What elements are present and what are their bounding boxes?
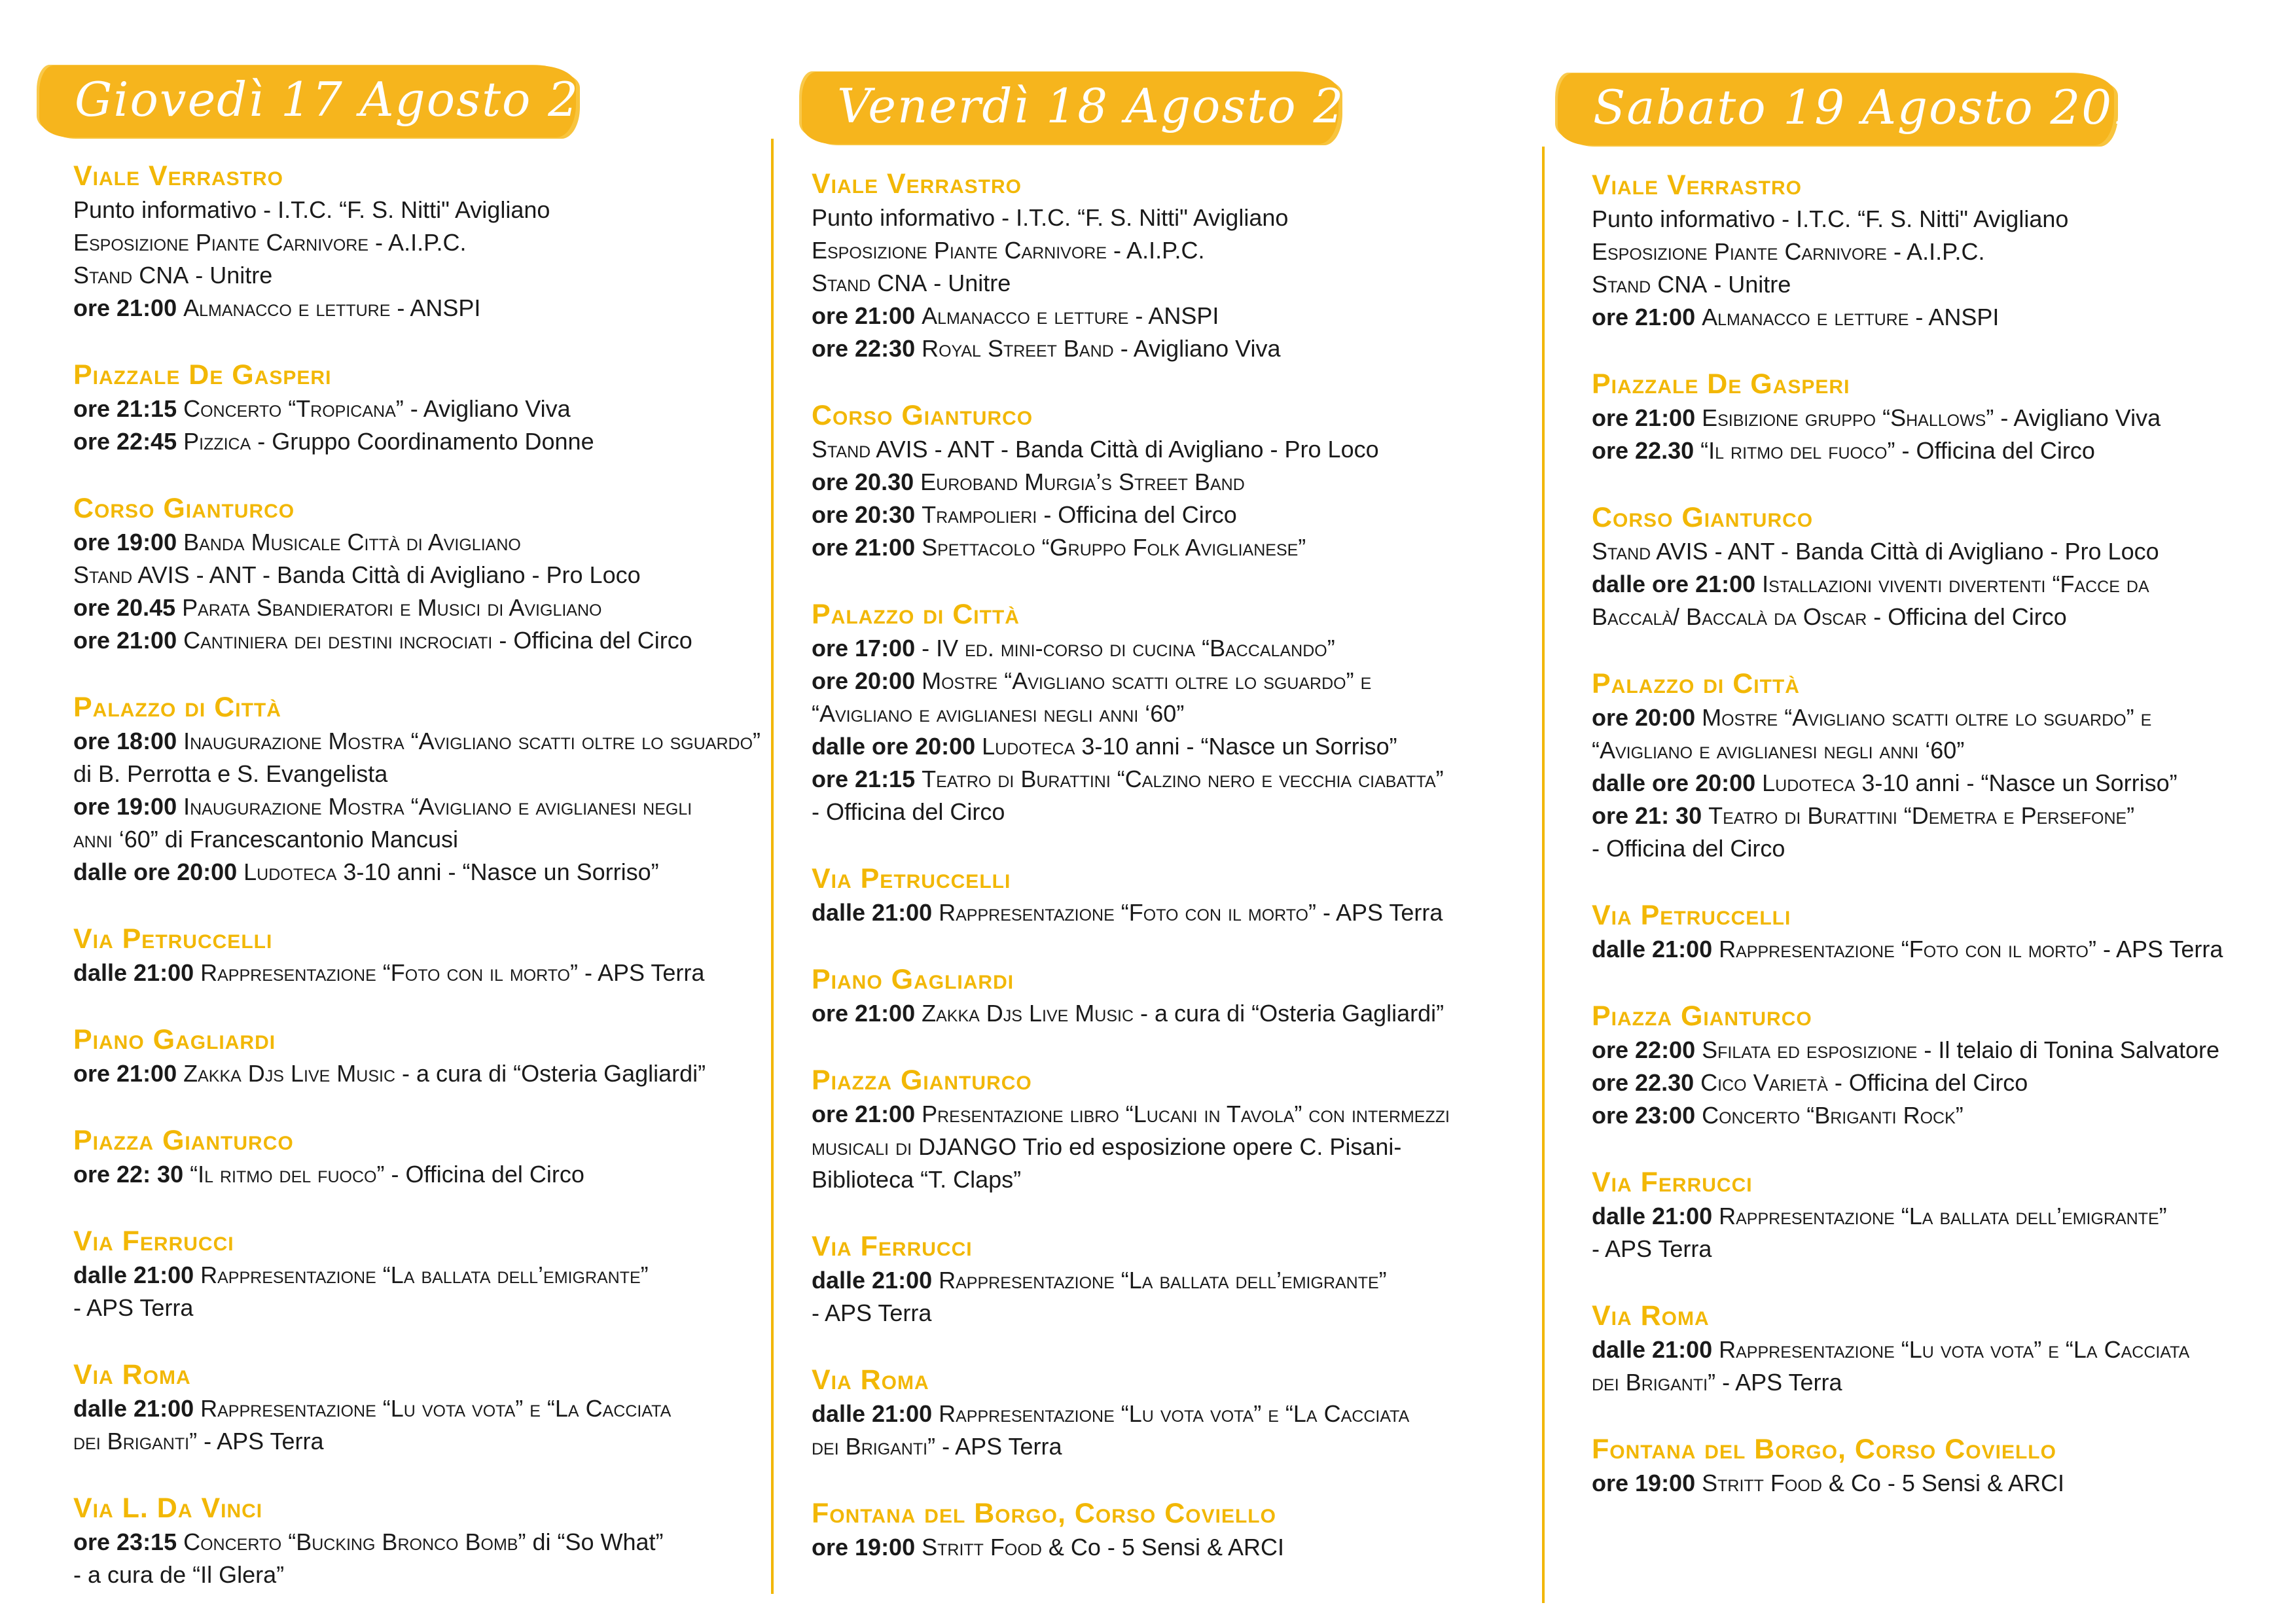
event-line [1592,402,2296,434]
event-line [812,1430,1518,1463]
venue-block [812,398,1518,564]
event-line [812,1098,1518,1131]
event-detail: - Officina del Circo [1895,437,2095,464]
event-title: dei Briganti” [1592,1369,1716,1396]
event-title: Rappresentazione “La ballata dell’emigrante” [939,1267,1387,1294]
event-time: ore 21:15 [812,766,922,792]
venue-block [73,1022,780,1090]
event-time: ore 20:30 [812,501,922,528]
event-line [73,559,780,591]
event-title: Stand CNA [1592,271,1708,298]
event-time: dalle 21:00 [1592,1336,1719,1363]
venue-name: Via L. Da Vinci [73,1492,263,1524]
venue-list [1592,168,2296,1532]
venue-block [812,166,1518,365]
event-line [812,202,1518,234]
venue-block [1592,366,2296,467]
event-title: Spettacolo “Gruppo Folk Aviglianese” [922,534,1306,561]
event-title: Royal Street Band [922,335,1114,362]
event-title: Zakka Djs Live Music [183,1060,396,1087]
event-line [73,790,780,823]
event-line [73,526,780,559]
event-detail: - A.I.P.C. [1887,238,1985,265]
event-detail: - ANSPI [1909,304,2000,330]
event-line [1592,601,2296,633]
event-title: Stritt Food [922,1534,1042,1561]
day-banner-sabato [1558,73,2176,145]
event-line [73,393,780,425]
event-detail: 3-10 anni - “Nasce un Sorriso” [336,858,659,885]
event-time: ore 19:00 [1592,1470,1702,1496]
event-line [1592,268,2296,301]
event-title: Mostre “Avigliano scatti oltre lo sguardo” e [922,667,1372,694]
event-time: ore 21:00 [1592,404,1702,431]
event-title: Rappresentazione “Foto con il morto” [1719,936,2096,962]
event-time: ore 21:00 [1592,304,1702,330]
event-title: Inaugurazione Mostra “Avigliano scatti oltre lo sguardo” [183,728,761,754]
event-detail: - Officina del Circo [384,1161,584,1188]
venue-name: Via Ferrucci [1592,1167,1753,1198]
event-line [73,292,780,325]
event-time: dalle 21:00 [1592,1203,1719,1229]
venue-block [73,491,780,657]
event-detail: - ANT - Banda Città di Avigliano - Pro Loco [189,561,641,588]
venue-block [1592,998,2296,1132]
event-title: Rappresentazione “La ballata dell’emigrante” [200,1262,649,1288]
event-title: Sfilata ed esposizione [1702,1036,1918,1063]
event-line [73,624,780,657]
venue-block [812,1496,1518,1564]
event-line [73,1158,780,1191]
event-line [812,697,1518,730]
venue-block [812,1229,1518,1330]
event-title: Rappresentazione “Foto con il morto” [939,899,1316,926]
event-detail: di B. Perrotta e S. Evangelista [73,760,388,787]
event-title: Teatro di Burattini “Demetra e Persefone” [1708,802,2135,829]
event-title: Presentazione libro “Lucani in Tavola” con intermezzi [922,1101,1450,1127]
event-time: dalle ore 20:00 [812,733,982,760]
venue-name: Via Roma [73,1359,191,1390]
event-detail: - Gruppo Coordinamento Donne [251,428,594,455]
event-time: ore 22:00 [1592,1036,1702,1063]
event-title: Banda Musicale Città di Avigliano [183,529,521,556]
event-line [1592,301,2296,334]
event-title: anni ‘60” [73,826,158,853]
event-time: dalle 21:00 [73,1395,201,1422]
event-title: Concerto “Bucking Bronco Bomb” [183,1528,526,1555]
event-title: Trampolieri [922,501,1037,528]
event-title: musicali di [812,1133,912,1160]
event-detail: - APS Terra [578,959,705,986]
event-title: Parata Sbandieratori e Musici di Avigliano [182,594,602,621]
venue-name: Via Roma [1592,1300,1710,1332]
event-line [812,896,1518,929]
event-title: Cico Varietà [1700,1069,1828,1096]
event-time: dalle ore 20:00 [73,858,244,885]
venue-name: Piazza Gianturco [1592,1000,1812,1032]
event-time: ore 22.30 [1592,1069,1701,1096]
event-line [1592,701,2296,734]
event-detail: - APS Terra [1592,1235,1712,1262]
event-time: ore 21:00 [73,294,184,321]
venue-name: Via Ferrucci [812,1231,973,1262]
venue-list [812,166,1518,1597]
event-detail: Punto informativo - I.T.C. “F. S. Nitti" Avigliano [812,204,1289,231]
event-title: Rappresentazione “La ballata dell’emigrante” [1719,1203,2167,1229]
event-time: ore 23:00 [1592,1102,1702,1129]
event-detail: - Avigliano Viva [1994,404,2161,431]
event-title: Ludoteca [243,858,337,885]
day-banner-venerdi [802,72,1439,144]
event-title: Ludoteca [1762,769,1856,796]
event-time: ore 21:00 [73,1060,184,1087]
event-title: “Il ritmo del fuoco” [190,1161,385,1188]
venue-name: Via Petruccelli [812,863,1011,894]
column-divider [1542,147,1545,1603]
venue-block [812,1362,1518,1463]
event-time: ore 22.30 [1592,437,1701,464]
event-title: Stand AVIS [73,561,190,588]
event-title: Stand AVIS [812,436,928,463]
venue-block [1592,666,2296,865]
day-title: Venerdì 18 Agosto 2017 [837,79,1439,133]
event-line [73,725,780,758]
event-detail: 3-10 anni - “Nasce un Sorriso” [1855,769,2178,796]
event-detail: - a cura de “Il Glera” [73,1561,285,1588]
venue-name: Corso Gianturco [812,400,1033,431]
event-line [1592,800,2296,832]
event-time: ore 21:00 [812,1101,922,1127]
event-line [73,1425,780,1458]
venue-name: Piano Gagliardi [73,1024,276,1055]
event-time: ore 19:00 [73,529,184,556]
event-detail: - ANT - Banda Città di Avigliano - Pro Loco [1708,538,2159,565]
event-title: Esposizione Piante Carnivore [1592,238,1888,265]
event-title: Euroband Murgia’s Street Band [920,468,1245,495]
venue-name: Palazzo di Città [1592,668,1800,699]
event-title: Rappresentazione “Lu vota vota” e “La Cacciata [939,1400,1410,1427]
event-line [73,1259,780,1292]
event-title: Teatro di Burattini “Calzino nero e vecchia ciabatta” [922,766,1444,792]
event-time: ore 21:00 [812,1000,922,1027]
venue-name: Piazzale De Gasperi [1592,368,1850,400]
venue-block [73,158,780,325]
venue-name: Piazzale De Gasperi [73,359,332,391]
event-detail: 3-10 anni - “Nasce un Sorriso” [1075,733,1397,760]
event-line [1592,1034,2296,1067]
event-line [73,1292,780,1324]
event-title: Istallazioni viventi divertenti “Facce da [1762,571,2149,597]
event-time: ore 21:00 [73,627,184,654]
event-line [812,531,1518,564]
event-detail: - Officina del Circo [1867,603,2067,630]
event-line [1592,1233,2296,1265]
event-title: Esibizione gruppo “Shallows” [1702,404,1994,431]
venue-block [1592,898,2296,966]
event-detail: Punto informativo - I.T.C. “F. S. Nitti" Avigliano [1592,205,2069,232]
event-title: Rappresentazione “Lu vota vota” e “La Cacciata [1719,1336,2190,1363]
event-time: ore 21: 30 [1592,802,1709,829]
event-line [812,1163,1518,1196]
event-detail: - APS Terra [1316,899,1443,926]
event-time: dalle 21:00 [73,1262,201,1288]
venue-list [73,158,780,1624]
event-detail: & Co - 5 Sensi & ARCI [1041,1534,1285,1561]
event-line [1592,1099,2296,1132]
event-line [812,796,1518,828]
venue-block [812,962,1518,1030]
event-time: ore 19:00 [73,793,184,820]
event-line [73,1392,780,1425]
event-detail: - APS Terra [2096,936,2223,962]
event-line [812,665,1518,697]
event-detail: - ANSPI [390,294,481,321]
event-title: Concerto “Tropicana” [183,395,404,422]
event-time: ore 22:45 [73,428,184,455]
event-line [812,433,1518,466]
event-time: dalle 21:00 [812,1267,939,1294]
event-detail: - APS Terra [812,1299,932,1326]
venue-block [1592,1165,2296,1265]
event-title: Pizzica [183,428,251,455]
event-line [1592,1333,2296,1366]
event-time: ore 21:15 [73,395,184,422]
venue-name: Palazzo di Città [812,599,1020,630]
event-time: ore 18:00 [73,728,184,754]
event-detail: Biblioteca “T. Claps” [812,1166,1022,1193]
event-detail: - APS Terra [1715,1369,1842,1396]
event-time: ore 22: 30 [73,1161,190,1188]
venue-block [1592,168,2296,334]
event-title: dei Briganti” [73,1428,198,1455]
event-title: “Il ritmo del fuoco” [1700,437,1895,464]
event-time: ore 20.30 [812,468,921,495]
venue-block [73,1357,780,1458]
event-detail: - Unitre [1707,271,1791,298]
venue-block [1592,500,2296,633]
venue-name: Viale Verrastro [1592,169,1802,201]
venue-name: Piazza Gianturco [73,1125,294,1156]
event-title: Rappresentazione “Foto con il morto” [200,959,578,986]
event-detail: - a cura di “Osteria Gagliardi” [395,1060,706,1087]
event-line [812,1264,1518,1297]
event-time: ore 20.45 [73,594,183,621]
event-title: Mostre “Avigliano scatti oltre lo sguardo” e [1702,704,2152,731]
event-title: “Avigliano e aviglianesi negli anni ‘60” [1592,737,1965,764]
event-line [73,1526,780,1559]
event-time: dalle ore 21:00 [1592,571,1763,597]
venue-block [1592,1432,2296,1500]
event-time: dalle 21:00 [812,1400,939,1427]
event-time: ore 21:00 [812,534,922,561]
event-time: dalle ore 20:00 [1592,769,1763,796]
event-line [1592,1366,2296,1399]
event-time: ore 22:30 [812,335,922,362]
event-title: Stritt Food [1702,1470,1822,1496]
venue-name: Via Petruccelli [1592,900,1791,931]
event-line [73,957,780,989]
event-detail: - Unitre [927,270,1011,296]
venue-name: Viale Verrastro [73,160,283,192]
venue-name: Via Ferrucci [73,1226,234,1257]
venue-name: Viale Verrastro [812,168,1022,200]
event-line [1592,933,2296,966]
event-title: Concerto “Briganti Rock” [1702,1102,1964,1129]
venue-name: Fontana del Borgo, Corso Coviello [812,1498,1276,1529]
event-detail: - APS Terra [935,1433,1062,1460]
event-line [73,856,780,889]
event-detail: - Avigliano Viva [1113,335,1281,362]
event-title: “Avigliano e aviglianesi negli anni ‘60” [812,700,1185,727]
event-line [1592,568,2296,601]
venue-block [73,1123,780,1191]
event-line [812,632,1518,665]
event-title: Esposizione Piante Carnivore [73,229,369,256]
event-detail: - APS Terra [197,1428,324,1455]
event-detail: - A.I.P.C. [1107,237,1205,264]
event-detail: - Unitre [188,262,273,289]
event-line [1592,734,2296,767]
event-line [1592,236,2296,268]
event-line [812,763,1518,796]
event-line [812,499,1518,531]
event-detail: - Officina del Circo [1592,835,1785,862]
event-line [812,332,1518,365]
event-title: Ludoteca [982,733,1075,760]
event-line [1592,535,2296,568]
event-detail: - Officina del Circo [1037,501,1237,528]
event-time: dalle 21:00 [73,959,201,986]
event-line [812,466,1518,499]
event-time: dalle 21:00 [812,899,939,926]
event-line [1592,203,2296,236]
venue-name: Palazzo di Città [73,692,281,723]
event-detail: - ANT - Banda Città di Avigliano - Pro Loco [927,436,1379,463]
event-title: Almanacco e letture [183,294,391,321]
event-title: Baccalà/ Baccalà da Oscar [1592,603,1867,630]
event-detail: - Officina del Circo [492,627,692,654]
event-detail: - Avigliano Viva [403,395,571,422]
day-banner-giovedi [39,65,673,137]
event-title: dei Briganti” [812,1433,936,1460]
venue-block [73,690,780,889]
event-line [812,1297,1518,1330]
event-line [1592,767,2296,800]
event-detail: - Officina del Circo [1827,1069,2028,1096]
day-title: Sabato 19 Agosto 2017 [1593,80,2176,135]
venue-name: Corso Gianturco [1592,502,1814,533]
event-line [73,194,780,226]
event-title: Cantiniera dei destini incrociati [183,627,493,654]
event-title: Stand CNA [812,270,927,296]
event-detail: DJANGO Trio ed esposizione opere C. Pisani- [912,1133,1402,1160]
event-line [73,1057,780,1090]
event-line [73,226,780,259]
event-line [73,259,780,292]
event-time: dalle 21:00 [1592,936,1719,962]
event-title: Rappresentazione “Lu vota vota” e “La Cacciata [200,1395,672,1422]
venue-block [73,1224,780,1324]
event-detail: - APS Terra [73,1294,194,1321]
event-title: Almanacco e letture [922,302,1129,329]
event-title: Stand CNA [73,262,189,289]
venue-name: Via Roma [812,1364,929,1396]
venue-name: Corso Gianturco [73,493,295,524]
event-detail: - a cura di “Osteria Gagliardi” [1134,1000,1444,1027]
event-detail: - Il telaio di Tonina Salvatore [1917,1036,2219,1063]
event-line [812,730,1518,763]
event-line [1592,1200,2296,1233]
venue-block [812,597,1518,828]
event-detail: - ANSPI [1128,302,1219,329]
event-line [812,234,1518,267]
event-title: Zakka Djs Live Music [922,1000,1134,1027]
event-line [812,267,1518,300]
event-detail: & Co - 5 Sensi & ARCI [1821,1470,2065,1496]
event-line [1592,434,2296,467]
event-title: Almanacco e letture [1702,304,1909,330]
event-line [812,1398,1518,1430]
event-line [73,758,780,790]
event-time: ore 19:00 [812,1534,922,1561]
event-line [812,1131,1518,1163]
event-title: Stand AVIS [1592,538,1708,565]
event-line [1592,832,2296,865]
event-line [73,591,780,624]
event-line [1592,1467,2296,1500]
event-line [1592,1067,2296,1099]
event-line [812,997,1518,1030]
event-title: Inaugurazione Mostra “Avigliano e aviglianesi negli [183,793,692,820]
venue-block [1592,1298,2296,1399]
venue-name: Fontana del Borgo, Corso Coviello [1592,1434,2056,1465]
event-line [812,1531,1518,1564]
venue-block [73,357,780,458]
venue-block [73,921,780,989]
venue-block [812,1063,1518,1196]
event-title: - IV ed. mini-corso di cucina “Baccalando” [922,635,1335,662]
event-line [812,300,1518,332]
venue-block [73,1491,780,1591]
event-detail: di “So What” [526,1528,664,1555]
event-detail: Punto informativo - I.T.C. “F. S. Nitti" Avigliano [73,196,550,223]
venue-name: Piazza Gianturco [812,1065,1032,1096]
event-time: ore 23:15 [73,1528,184,1555]
day-title: Giovedì 17 Agosto 2017 [75,72,673,127]
event-title: Esposizione Piante Carnivore [812,237,1107,264]
venue-name: Piano Gagliardi [812,964,1014,995]
event-time: ore 20:00 [1592,704,1702,731]
venue-block [812,861,1518,929]
event-time: ore 21:00 [812,302,922,329]
event-line [73,823,780,856]
event-time: ore 20:00 [812,667,922,694]
event-time: ore 17:00 [812,635,922,662]
event-line [73,1559,780,1591]
event-detail: - A.I.P.C. [368,229,467,256]
event-detail: di Francescantonio Mancusi [158,826,458,853]
venue-name: Via Petruccelli [73,923,273,955]
event-line [73,425,780,458]
event-detail: - Officina del Circo [812,798,1005,825]
